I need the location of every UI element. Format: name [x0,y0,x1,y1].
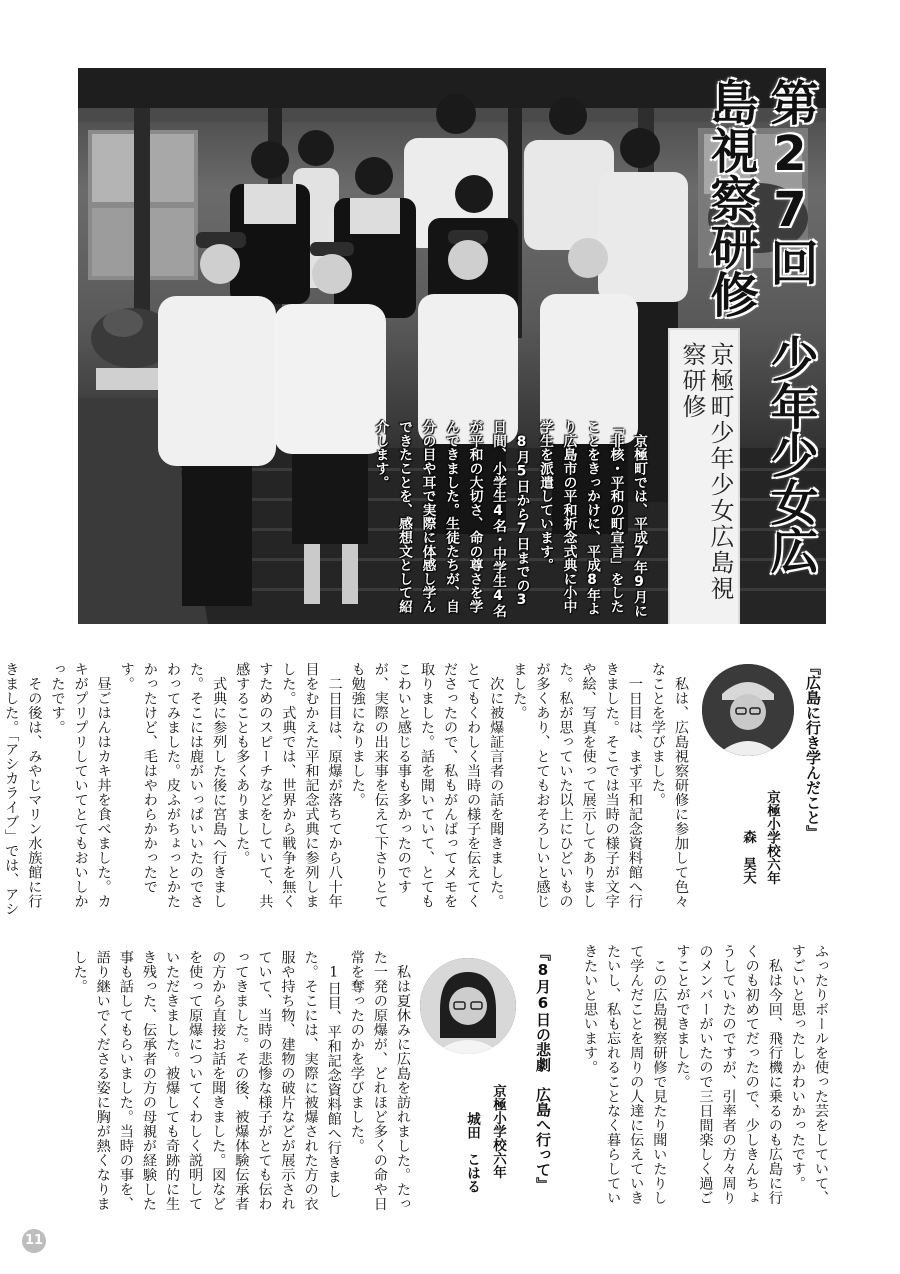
essay1-continued: ふったりボールを使った芸をしていて、すごいと思ったしかわいかったです。 私は今回、飛行機に乗るのも広島に行くのも初めてだったので、少しきんちょうしていたのですが、引率者の方々周りのメンバーがいたので三日間楽しく過ごすことができました。 この広島視察研修で見たり聞いたりして学んだことを周りの人達に伝えていきたいし、私も忘れることなく暮らしていきたいと思います。 [582,944,829,1205]
avatar-essay2-author [420,958,516,1054]
portrait-icon [420,958,516,1054]
essay1-title: 『広島に行き学んだこと』 [804,660,822,840]
banner-text: 京極町少年少女広島視察研修 [678,342,734,602]
event-banner [670,330,738,624]
page-number: 11 [22,1229,46,1253]
page-title: 第27回 少年少女広島視察研修 [702,78,818,574]
essay2-title: 『8月6日の悲劇 広島へ行って』 [534,946,552,1192]
essay2-author-name: 城田 こはる [464,1112,480,1193]
avatar-essay1-author [702,664,794,756]
essay1-author-name: 森 昊天 [740,830,756,884]
hero-photo [78,68,826,624]
intro-text: 京極町では、平成7年9月に「非核・平和の町宣言」をしたことをきっかけに、平成8年より広島市の平和祈念式典に小中学生を派遣しています。 8月5日から7日までの3日間、小学生4名・中学生4名が平和の大切さ、命の尊さを学んできました。生徒たちが、自分の目や耳で実際に体感し学んできたことを、感想文として紹介します。 [372,420,647,618]
portrait-icon [702,664,794,756]
essay1-body: 私は、広島視察研修に参加して色々なことを学びました。 一日目は、まず平和記念資料館へ行きました。そこでは当時の様子が文字や絵、写真を使って展示してありました。私が思っていた以上にひどいものが多くあり、とてもおそろしいと感じました。 次に被爆証言者の話を聞きました。とてもくわしく当時の様子を伝えてくださったので、私もがんばってメモを取りました。話を聞いていて、とてもこわいと感じる事も多かったのですが、実際の出来事を伝えて下さりとても勉強になりました。 二日目は、原爆が落ちてから八十年目をむかえた平和記念式典に参列しました。式典では、世界から戦争を無くすためのスピーチなどをしていて、共感することも多くありました。 式典に参列した後に宮島へ行きました。そこには鹿がいっぱいいたのでさわってみました。皮ふがちょっとかたかったけど、毛はやわらかかったです。 昼ごはんはカキ丼を食べました。カキがプリプリしていてとてもおいしかったです。 その後は、みやじマリン水族館に行きました。「アシカライブ」では、アシ [3,662,689,916]
essay2-school: 京極小学校六年 [490,1084,506,1179]
essay2-body: 私は夏休みに広島を訪れました。たった一発の原爆が、どれほど多くの命や日常を奪ったのかを学びました。 1日目、平和記念資料館へ行きました。そこには、実際に被爆された方の衣服や持ち物、建物の破片などが展示されていて、当時の悲惨な様子がとても伝わってきました。その後、被爆体験伝承者の方から直接お話を聞きました。図などを使って原爆についてくわしく説明していただきました。被爆しても奇跡的に生き残った、伝承者の方の母親が経験した事も話してもらいました。当時の事を、語り継いでくださる姿に胸が熱くなりました。 [71,950,411,1211]
essay1-school: 京極小学校六年 [764,790,780,885]
